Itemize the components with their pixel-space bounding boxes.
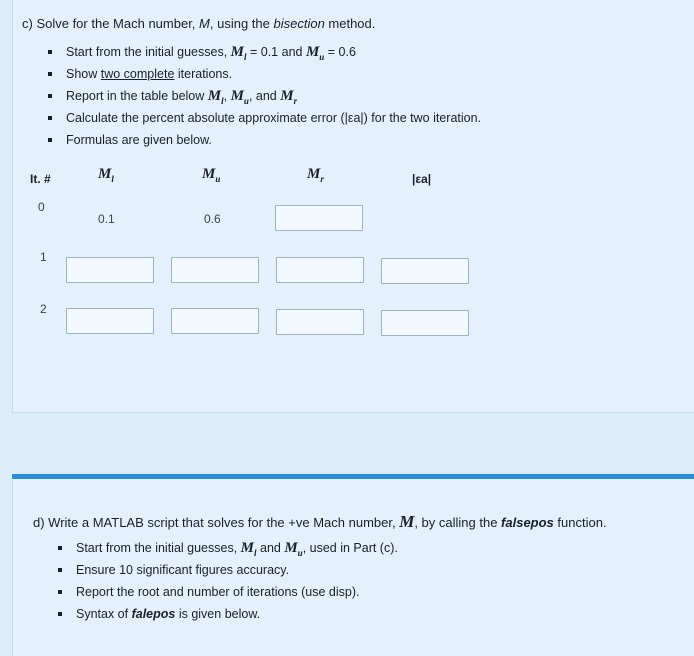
text: Calculate the percent absolute approximate error (|εa|) for the two iteration. [66, 111, 482, 125]
row-1-ml-input[interactable] [66, 257, 154, 283]
text: d) Write a MATLAB script that solves for the +ve Mach number, [33, 515, 400, 530]
instruction-report [38, 86, 481, 108]
header-ml [98, 166, 114, 184]
sym: M [230, 44, 244, 60]
instruction-iterations [38, 64, 481, 86]
row-1-iteration: 1 [40, 250, 47, 264]
instruction-initial-guesses [48, 538, 398, 560]
function-name: falsepos [501, 515, 554, 530]
text: is given below. [175, 607, 261, 621]
instruction-accuracy [48, 560, 398, 582]
text: Report in the table below [66, 89, 208, 103]
mu-symbol [231, 88, 249, 104]
sub: l [254, 548, 257, 558]
title-text: , using the [209, 16, 274, 31]
text: = 0.6 [324, 45, 356, 59]
text: , by calling the [414, 515, 502, 530]
sym: M [98, 166, 112, 182]
sub: l [244, 52, 247, 62]
sym: M [305, 44, 320, 60]
header-error: |εa| [412, 172, 432, 186]
row-0-mu-value: 0.6 [204, 212, 221, 226]
instruction-initial-guesses [38, 42, 481, 64]
sub: u [319, 52, 325, 62]
row-2-error-input[interactable] [381, 310, 469, 336]
row-0-mr-input[interactable] [275, 205, 363, 231]
header-iteration: It. # [30, 172, 51, 186]
text: , and [248, 89, 281, 103]
title-var: M [399, 512, 415, 531]
instruction-formulas [38, 130, 481, 152]
instruction-report-root [48, 582, 398, 604]
instruction-syntax [48, 604, 398, 626]
sub: u [243, 96, 249, 106]
text: Formulas are given below. [66, 133, 212, 147]
text: Show [66, 67, 101, 81]
text: Syntax of [76, 607, 132, 621]
mu-symbol [306, 44, 324, 60]
text: , used in Part (c). [302, 541, 398, 555]
title-text: method. [324, 16, 376, 31]
text: iterations. [174, 67, 233, 81]
row-0-iteration: 0 [38, 200, 45, 214]
sym: M [207, 88, 222, 104]
row-1-mu-input[interactable] [171, 257, 259, 283]
header-mr [307, 166, 324, 184]
mr-symbol [280, 88, 297, 104]
text: = 0.1 and [246, 45, 306, 59]
ml-symbol [208, 88, 224, 104]
text: , [223, 89, 231, 103]
sym: M [307, 166, 321, 182]
sym: M [240, 540, 254, 556]
text: Report the root and number of iterations (use disp). [76, 585, 360, 599]
sub: l [111, 174, 114, 184]
row-2-mu-input[interactable] [171, 308, 259, 334]
row-2-ml-input[interactable] [66, 308, 154, 334]
row-2-iteration: 2 [40, 302, 47, 316]
text: Start from the initial guesses, [66, 45, 231, 59]
title-method: bisection [273, 16, 325, 31]
text: and [256, 541, 285, 555]
sub: u [297, 548, 303, 558]
header-mu [202, 166, 220, 184]
ml-symbol [231, 44, 247, 60]
row-1-mr-input[interactable] [276, 257, 364, 283]
instruction-error [38, 108, 481, 130]
sym: M [284, 540, 298, 556]
sub: r [293, 96, 298, 106]
underlined-text: two complete [100, 67, 175, 81]
sym: M [202, 166, 216, 182]
part-d-instructions [48, 538, 398, 626]
row-1-error-input[interactable] [381, 258, 469, 284]
part-d-title [33, 512, 607, 532]
title-var: M [199, 16, 210, 31]
ml-symbol [241, 540, 257, 556]
part-c-instructions [38, 42, 481, 152]
text: Start from the initial guesses, [76, 541, 241, 555]
function-name: falepos [131, 607, 176, 621]
text: function. [553, 515, 607, 530]
text: Ensure 10 significant figures accuracy. [76, 563, 290, 577]
sub: u [215, 174, 221, 184]
part-c-title [22, 16, 375, 31]
sub: l [221, 96, 224, 106]
mu-symbol [284, 540, 302, 556]
row-2-mr-input[interactable] [276, 309, 364, 335]
title-text: c) Solve for the Mach number, [22, 16, 200, 31]
row-0-ml-value: 0.1 [98, 212, 115, 226]
sym: M [280, 88, 294, 104]
sym: M [230, 88, 244, 104]
sub: r [320, 174, 324, 184]
